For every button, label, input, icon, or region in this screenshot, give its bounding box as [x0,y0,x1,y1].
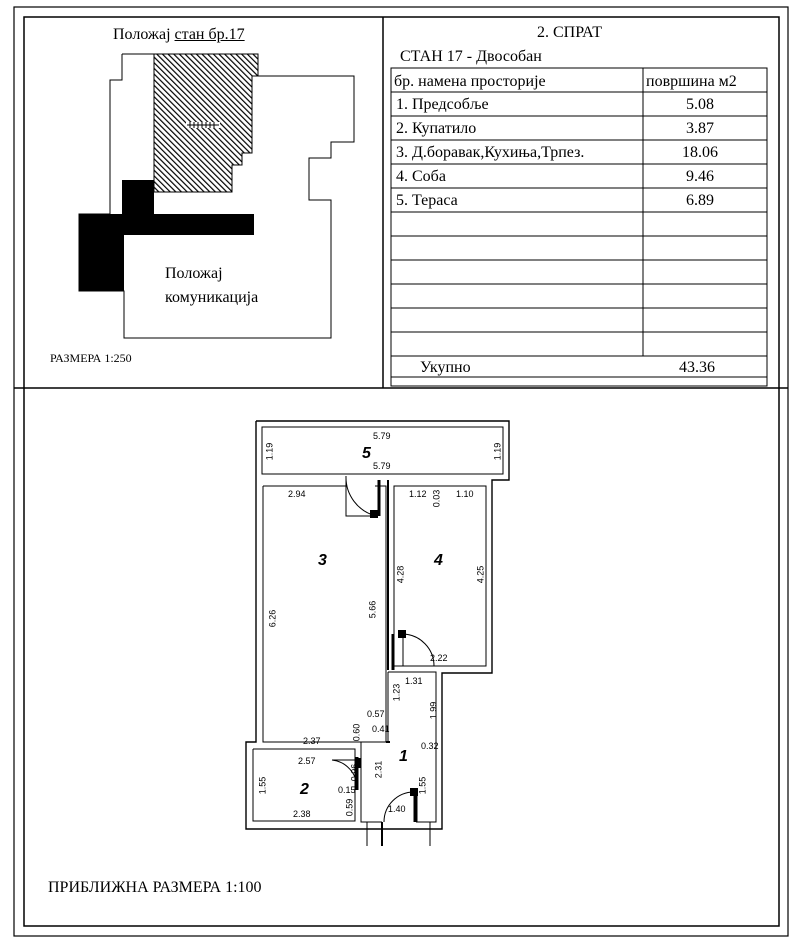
dim-hall-left-lower: 2.31 [373,760,384,779]
room-number-4: 4 [434,552,443,569]
dim-terrace-left: 1.19 [264,442,275,461]
table-total-label: Укупно [420,359,471,376]
table-row-1-area: 5.08 [686,96,714,113]
dim-terrace-right: 1.19 [492,442,503,461]
dim-room4-left: 4.28 [395,565,406,584]
dim-hall-bottom: 1.40 [388,804,406,814]
dim-bath-bottom: 2.38 [293,809,311,819]
table-row-3-name: 3. Д.боравак,Кухиња,Трпез. [396,144,585,161]
table-row-1-name: 1. Предсобље [396,96,489,113]
dim-room4-top-left: 1.12 [409,489,427,499]
dim-room4-top-right: 1.10 [456,489,474,499]
table-header-area: површина м2 [646,73,737,90]
communication-label-1: Положај [165,265,223,282]
dim-room4-top-small: 0.03 [431,489,442,508]
room-4-outline [394,486,486,666]
dim-terrace-top: 5.79 [373,431,391,441]
elevator-block [79,214,124,291]
dim-hall-right-lower: 1.55 [417,776,428,795]
table-row-4-name: 4. Соба [396,168,446,185]
dim-hall-left-upper: 1.23 [391,683,402,702]
table-row-3-area: 18.06 [682,144,718,161]
dim-hall-right-small: 0.32 [421,741,439,751]
room-number-3: 3 [318,552,327,569]
dim-living-right: 5.66 [367,600,378,619]
dim-bath-right: 0.59 [344,798,355,817]
room-number-2: 2 [300,781,309,798]
room-table-grid [391,68,767,386]
room-number-5: 5 [362,445,371,462]
location-apartment: стан бр.17 [174,26,245,43]
table-total-value: 43.36 [679,359,715,376]
dim-hall-top: 1.31 [405,676,423,686]
location-prefix: Положај [113,26,171,43]
table-row-5-name: 5. Тераса [396,192,458,209]
dim-living-notch: 0.60 [351,723,362,742]
dim-living-height: 6.26 [267,609,278,628]
scale-small: РАЗМЕРА 1:250 [50,351,132,365]
table-row-2-area: 3.87 [686,120,714,137]
dim-living-bottom: 2.37 [303,736,321,746]
room-number-1: 1 [399,748,408,765]
dim-bath-top: 2.57 [298,756,316,766]
communication-label-2: комуникација [165,289,259,306]
dim-hall-step2: 0.41 [372,724,390,734]
table-row-5-area: 6.89 [686,192,714,209]
dim-bath-small: 0.15 [338,785,356,795]
dim-bath-door: 0.96 [349,763,360,782]
dim-hall-step: 0.57 [367,709,385,719]
table-row-4-area: 9.46 [686,168,714,185]
floor-plan [246,421,509,846]
floor-label: 2. СПРАТ [537,24,602,41]
table-row-2-name: 2. Купатило [396,120,477,137]
apartment-label: СТАН 17 - Двособан [400,48,542,65]
stair-block [122,180,154,214]
dim-living-top: 2.94 [288,489,306,499]
location-title [113,27,245,43]
dim-room4-right: 4.25 [475,565,486,584]
dim-bath-left: 1.55 [257,776,268,795]
dim-room4-bottom: 2.22 [430,653,448,663]
dim-terrace-inner: 5.79 [373,461,391,471]
dim-hall-right: 1.99 [428,701,439,720]
table-header-name: бр. намена просторије [394,73,546,90]
scale-large: ПРИБЛИЖНА РАЗМЕРА 1:100 [48,879,262,896]
